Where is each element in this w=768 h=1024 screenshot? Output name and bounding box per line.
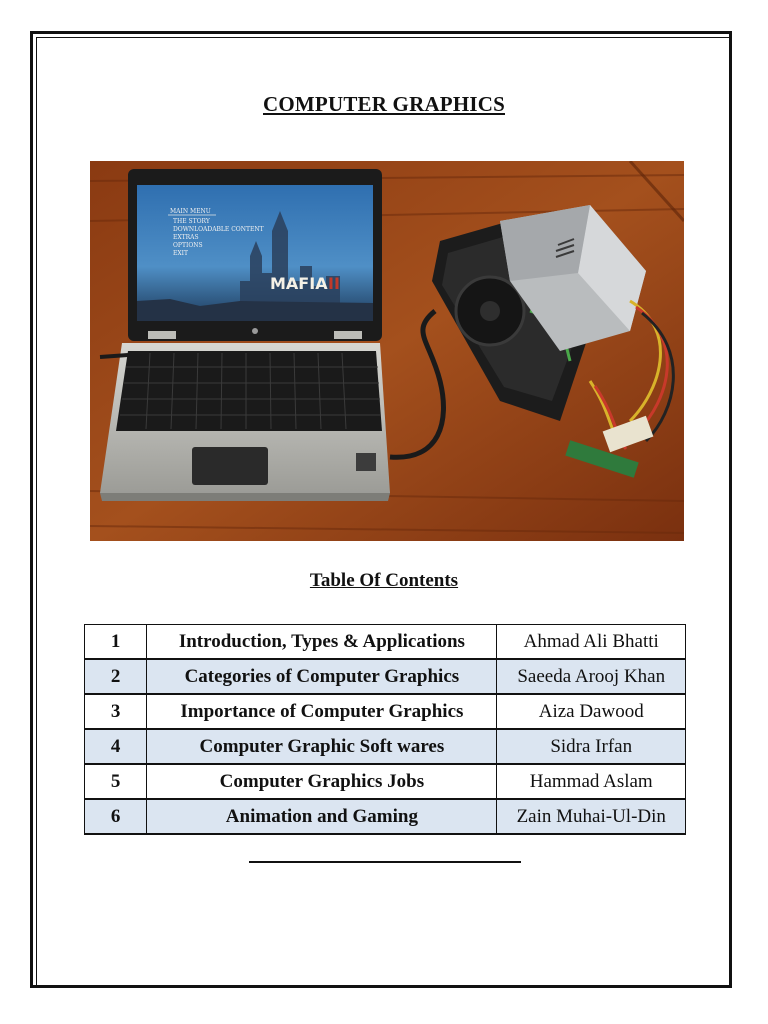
toc-number: 1 [85,625,147,660]
svg-text:THE STORY: THE STORY [173,218,210,225]
cover-photo [90,161,684,541]
svg-text:EXTRAS: EXTRAS [173,234,199,241]
toc-number: 5 [85,764,147,799]
table-row [85,729,686,764]
toc-author: Hammad Aslam [497,764,686,799]
toc-author: Saeeda Arooj Khan [497,659,686,694]
toc-topic: Categories of Computer Graphics [147,659,497,694]
laptop [100,169,390,501]
table-row [85,799,686,834]
closing-rule [249,861,521,863]
toc-topic: Importance of Computer Graphics [147,694,497,729]
table-row [85,694,686,729]
table-row [85,625,686,660]
screen-logo: MAFIA [270,274,328,293]
toc-topic: Animation and Gaming [147,799,497,834]
toc-table [84,624,686,835]
toc-topic: Introduction, Types & Applications [147,625,497,660]
screen-menu-item: MAIN MENU [170,208,211,215]
toc-number: 2 [85,659,147,694]
svg-text:OPTIONS: OPTIONS [173,242,203,249]
table-row [85,659,686,694]
toc-author: Zain Muhai-Ul-Din [497,799,686,834]
toc-number: 6 [85,799,147,834]
toc-number: 3 [85,694,147,729]
toc-author: Sidra Irfan [497,729,686,764]
toc-heading: Table Of Contents [309,570,459,591]
toc-topic: Computer Graphics Jobs [147,764,497,799]
toc-author: Aiza Dawood [497,694,686,729]
svg-text:EXIT: EXIT [173,250,189,257]
svg-text:DOWNLOADABLE CONTENT: DOWNLOADABLE CONTENT [173,226,264,233]
table-row [85,764,686,799]
toc-author: Ahmad Ali Bhatti [497,625,686,660]
document-title: COMPUTER GRAPHICS [263,92,505,116]
svg-text:II: II [328,274,340,293]
toc-number: 4 [85,729,147,764]
toc-topic: Computer Graphic Soft wares [147,729,497,764]
